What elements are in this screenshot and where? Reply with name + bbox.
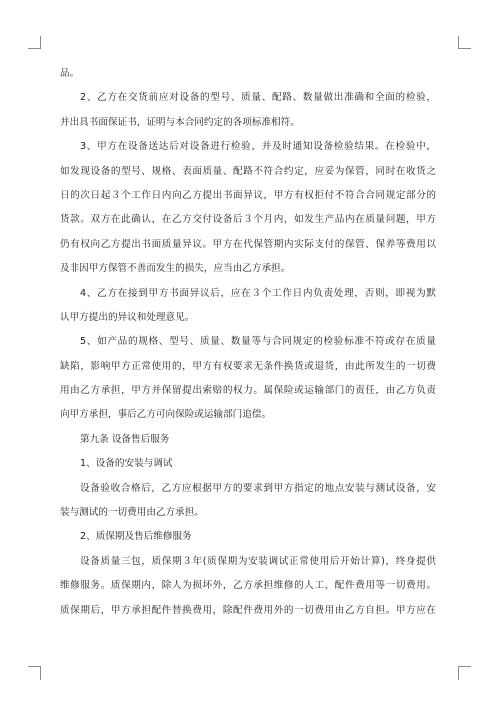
text-line: 维修服务。质保期内，除人为损坏外，乙方承担维修的人工、配件费用等一切费用。	[60, 580, 436, 592]
crop-mark-top-right	[458, 36, 459, 48]
text-line: 2、乙方在交货前应对设备的型号、质量、配路、数量做出准确和全面的检验，	[80, 92, 436, 104]
document-body	[60, 62, 436, 623]
text-line: 用由乙方承担，甲方并保留提出索赔的权力。属保险或运输部门的责任，由乙方负责	[60, 385, 436, 397]
text-line: 装与测试的一切费用由乙方承担。	[60, 507, 204, 519]
text-line: 货款。双方在此确认，在乙方交付设备后３个月内，如发生产品内在质量问题，甲方	[60, 214, 436, 226]
text-line: 如发现设备的型号、规格、表面质量、配路不符合约定，应妥为保管，同时在收货之	[60, 165, 436, 177]
text-line: 认甲方提出的异议和处理意见。	[60, 311, 195, 323]
crop-mark-bottom-left	[40, 666, 41, 680]
text-line: 设备验收合格后，乙方应根据甲方的要求到甲方指定的地点安装与测试设备，安	[80, 482, 436, 494]
crop-mark-bottom-left	[28, 666, 41, 667]
text-line: 5、如产品的规格、型号、质量、数量等与合同规定的检验标准不符或存在质量	[80, 336, 436, 348]
text-line: 品。	[60, 68, 80, 79]
text-line: 缺陷，影响甲方正常使用的，甲方有权要求无条件换货或退货，由此所发生的一切费	[60, 360, 436, 372]
text-line: 及非因甲方保管不善而发生的损失，应当由乙方承担。	[60, 263, 291, 275]
text-line: 并出具书面保证书，证明与本合同约定的各项标准相符。	[60, 116, 300, 128]
text-line: 4、乙方在接到甲方书面异议后，应在３个工作日内负责处理，否则，即视为默	[80, 287, 436, 299]
crop-mark-bottom-right	[458, 666, 471, 667]
text-line: 第九条 设备售后服务	[80, 433, 170, 445]
text-line: 3、甲方在设备送达后对设备进行检验，并及时通知设备检验结果。在检验中，	[80, 141, 436, 153]
text-line: 质保期后，甲方承担配件替换费用，除配件费用外的一切费用由乙方自担。甲方应在	[60, 604, 436, 616]
text-line: 设备质量三包，质保期３年(质保期为安装调试正常使用后开始计算)，终身提供	[80, 555, 436, 567]
crop-mark-top-left	[40, 36, 41, 48]
text-line: 向甲方承担，事后乙方可向保险或运输部门追偿。	[60, 409, 272, 421]
crop-mark-top-left	[28, 48, 41, 49]
crop-mark-top-right	[458, 48, 471, 49]
text-line: 日的次日起３个工作日内向乙方提出书面异议，甲方有权拒付不符合合同规定部分的	[60, 189, 436, 201]
crop-mark-bottom-right	[458, 666, 459, 680]
text-line: 仍有权向乙方提出书面质量异议。甲方在代保管期内实际支付的保管、保养等费用以	[60, 238, 436, 250]
text-line: 1、设备的安装与调试	[80, 458, 173, 470]
text-line: 2、质保期及售后维修服务	[80, 531, 192, 543]
